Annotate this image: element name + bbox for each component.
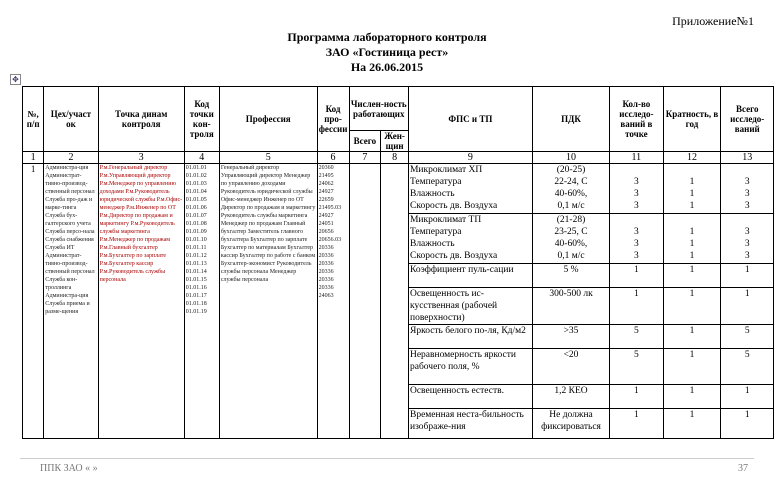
col-number: 12 xyxy=(663,152,721,164)
table-move-handle-icon[interactable]: ✥ xyxy=(10,74,21,85)
all-cell: 5 xyxy=(721,349,774,385)
dept-cell: Администра-ция Администрат-тивно-производ-ственный персонал Служба про-даж и марке-тинга Служба бух-галтерского учета Служба персо-нала Служба снабжения Служба ИТ Администрат-тивно-производ-ственный персонал Служба кон-троллинга Администра-ция Служба приема и разме-щения xyxy=(44,164,98,439)
col-number: 4 xyxy=(184,152,219,164)
pdk-cell: (21-28) 23-25, С 40-60%, 0,1 м/с xyxy=(532,214,609,264)
point-cell: Р.м.Генеральный директор Р.м.Управляющий директор Р.м.Менеджер по управлению доходами Р.м.Руководитель юридической службы Р.м.Офис-менеджер Р.м.Инженер по ОТ Р.м.Директор по продажам и маркетингу Р.м.Руководитель службы маркетинга Р.м.Менеджер по продажам Р.м.Главный бухгалтер Р.м.Бухгалтер по зарплате Р.м.Бухгалтер кассир Р.м.Руководитель службы персонала xyxy=(98,164,184,439)
title-line: ЗАО «Гостиница рест» xyxy=(325,45,449,59)
row-number: 1 xyxy=(23,164,44,439)
prof-code-cell: 20360 21495 24062 24927 22659 21495.03 24927 24051 20656 20656.03 20336 20336 20336 20336 20336 20336 24063 xyxy=(317,164,349,439)
col-number: 9 xyxy=(408,152,532,164)
fps-cell: Временная неста-бильность изображе-ния xyxy=(408,409,532,439)
prof-cell: Генеральный директор Управляющий директор Менеджер по управлению доходами Руководитель юридической службы Офис-менеджер Инженер по ОТ Директор по продажам и маркетингу Руководитель службы маркетинга Менеджер по продажам Главный бухгалтер Заместитель главного бухгалтера Бухгалтер по зарплате Бухгалтер по материалам Бухгалтер кассир Бухгалтер по работе с банком Бухгалтер-экономист Руководитель службы персонала Менеджер службы персонала xyxy=(219,164,317,439)
qty-cell: 1 xyxy=(610,288,663,325)
col-number: 1 xyxy=(23,152,44,164)
fps-cell: Микроклимат ХП Температура Влажность Скорость дв. Воздуха xyxy=(408,164,532,214)
header-prof-code: Код про-фессии xyxy=(317,87,349,152)
freq-cell: 1 1 1 xyxy=(663,164,721,214)
col-number: 10 xyxy=(532,152,609,164)
fps-cell: Коэффициент пуль-сации xyxy=(408,264,532,288)
freq-cell: 1 xyxy=(663,288,721,325)
footer-text: ППК ЗАО « » xyxy=(40,463,98,474)
col-number: 8 xyxy=(381,152,409,164)
fps-cell: Микроклимат ТП Температура Влажность Скорость дв. Воздуха xyxy=(408,214,532,264)
pdk-cell: 5 % xyxy=(532,264,609,288)
title-line: Программа лабораторного контроля xyxy=(287,30,487,44)
header-qty: Кол-во исследо-ваний в точке xyxy=(610,87,663,152)
col-number: 5 xyxy=(219,152,317,164)
qty-cell: 5 xyxy=(610,325,663,349)
freq-cell: 1 xyxy=(663,409,721,439)
header-dept: Цех/участ ок xyxy=(44,87,98,152)
code-cell: 01.01.01 01.01.02 01.01.03 01.01.04 01.01.05 01.01.06 01.01.07 01.01.08 01.01.09 01.01.10 01.01.11 01.01.12 01.01.13 01.01.14 01.01.15 01.01.16 01.01.17 01.01.18 01.01.19 xyxy=(184,164,219,439)
freq-cell: 1 xyxy=(663,349,721,385)
header-fps: ФПС и ТП xyxy=(408,87,532,152)
table-row xyxy=(23,164,774,214)
header-prof: Профессия xyxy=(219,87,317,152)
qty-cell: 1 xyxy=(610,409,663,439)
freq-cell: 1 xyxy=(663,325,721,349)
all-cell: 5 xyxy=(721,325,774,349)
qty-cell: 3 3 3 xyxy=(610,214,663,264)
qty-cell: 1 xyxy=(610,264,663,288)
all-cell: 3 3 3 xyxy=(721,164,774,214)
header-code: Код точки кон-троля xyxy=(184,87,219,152)
header-count: Числен-ность работающих xyxy=(349,87,408,131)
column-number-row xyxy=(23,152,774,164)
col-number: 7 xyxy=(349,152,381,164)
page-number: 37 xyxy=(738,463,748,474)
header-women: Жен-щин xyxy=(381,131,409,152)
all-cell: 3 3 3 xyxy=(721,214,774,264)
fps-cell: Освещенность естеств. xyxy=(408,385,532,409)
qty-cell: 5 xyxy=(610,349,663,385)
header-freq: Кратность, в год xyxy=(663,87,721,152)
pdk-cell: Не должна фиксироваться xyxy=(532,409,609,439)
header-n: №, п/п xyxy=(23,87,44,152)
total-cell xyxy=(349,164,381,439)
col-number: 3 xyxy=(98,152,184,164)
qty-cell: 1 xyxy=(610,385,663,409)
document-title xyxy=(0,30,774,75)
pdk-cell: >35 xyxy=(532,325,609,349)
women-cell xyxy=(381,164,409,439)
pdk-cell: 1,2 КЕО xyxy=(532,385,609,409)
header-pdk: ПДК xyxy=(532,87,609,152)
all-cell: 1 xyxy=(721,385,774,409)
all-cell: 1 xyxy=(721,264,774,288)
pdk-cell: (20-25) 22-24, С 40-60%, 0,1 м/с xyxy=(532,164,609,214)
qty-cell: 3 3 3 xyxy=(610,164,663,214)
all-cell: 1 xyxy=(721,288,774,325)
footer-divider xyxy=(20,458,754,459)
freq-cell: 1 xyxy=(663,385,721,409)
col-number: 2 xyxy=(44,152,98,164)
col-number: 13 xyxy=(721,152,774,164)
freq-cell: 1 xyxy=(663,264,721,288)
header-point: Точка динам контроля xyxy=(98,87,184,152)
fps-cell: Неравномерность яркости рабочего поля, % xyxy=(408,349,532,385)
col-number: 6 xyxy=(317,152,349,164)
pdk-cell: <20 xyxy=(532,349,609,385)
fps-cell: Яркость белого по-ля, Кд/м2 xyxy=(408,325,532,349)
header-all: Всего исследо-ваний xyxy=(721,87,774,152)
fps-cell: Освещенность ис-кусственная (рабочей поверхности) xyxy=(408,288,532,325)
title-line: На 26.06.2015 xyxy=(350,60,424,74)
header-total: Всего xyxy=(349,131,381,152)
pdk-cell: 300-500 лк xyxy=(532,288,609,325)
col-number: 11 xyxy=(610,152,663,164)
all-cell: 1 xyxy=(721,409,774,439)
freq-cell: 1 1 1 xyxy=(663,214,721,264)
appendix-label: Приложение№1 xyxy=(672,14,754,28)
control-table xyxy=(22,86,774,439)
